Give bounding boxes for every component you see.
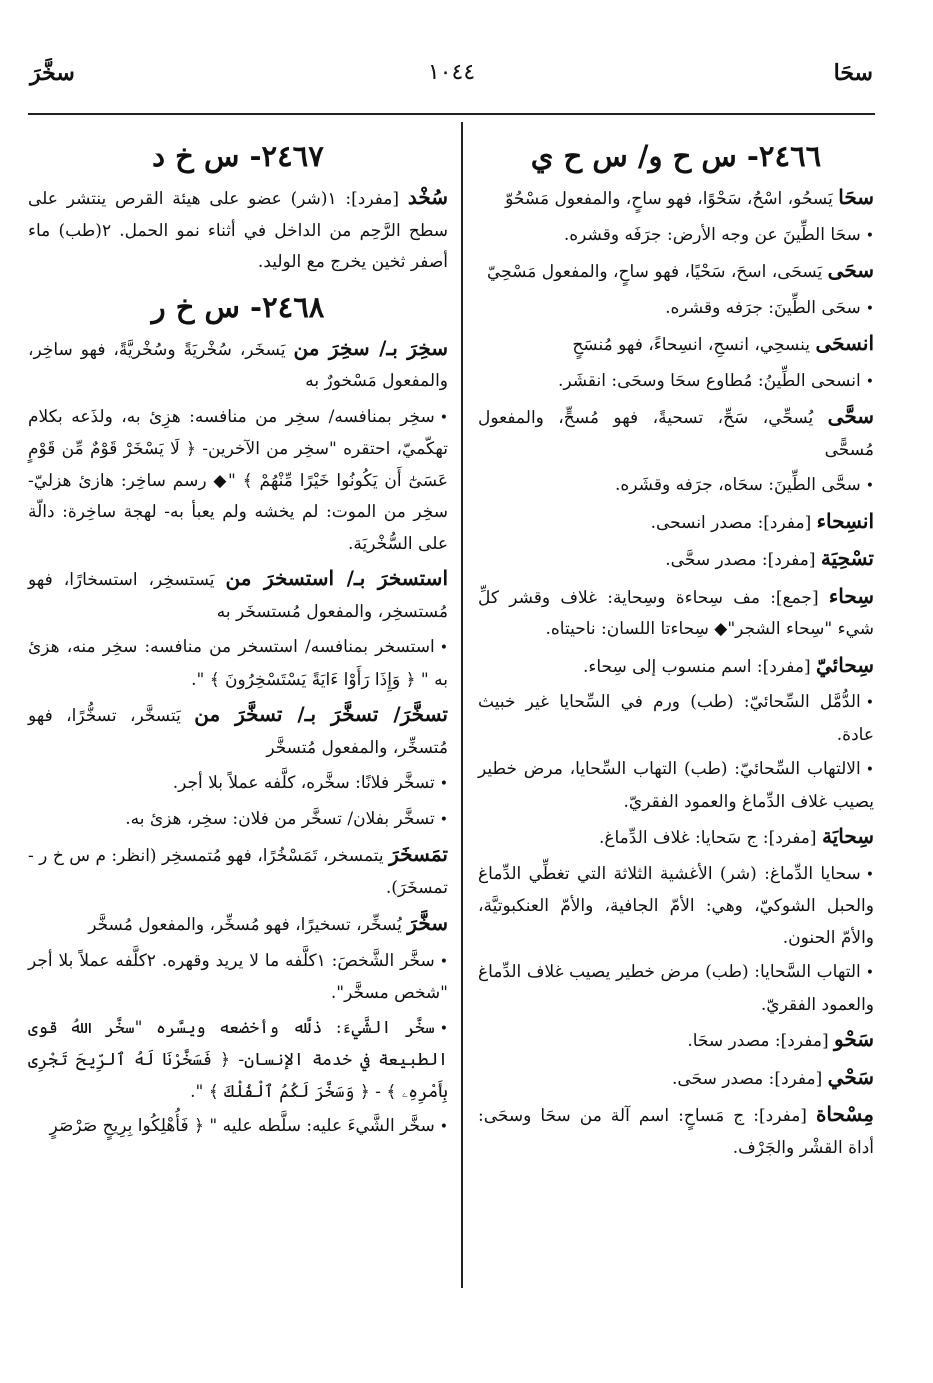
bullet-icon: • [439, 640, 448, 656]
header-rule [28, 113, 875, 115]
dictionary-entry [478, 182, 874, 216]
entry-text: سخَّر الشَّيءَ عليه: سلَّطه عليه " ﴿ فَأُهْلِكُوا بِرِيحٍ صَرْصَرٍ [49, 1116, 435, 1136]
bullet-icon: • [865, 695, 874, 711]
entry-sense [28, 946, 448, 1010]
dictionary-entry [478, 650, 874, 684]
entry-headword: سِحاء [828, 583, 874, 608]
entry-text: [مفرد]: ١(شر) عضو على هيئة القرص ينتشر على سطح الرَّحِم من الداخل في أثناء نمو الحمل. ٢(طب) ماء أصفر ثخين يخرج مع الوليد. [28, 189, 449, 272]
bullet-icon: • [865, 762, 874, 778]
entry-text: يتمسخر، تَمَسْخُرًا، فهو مُتمسخِر (انظر: م س خ ر - تمسخَرَ). [28, 846, 448, 898]
entry-sense [478, 859, 874, 955]
entry-text: [مفرد]: مصدر انسحى. [650, 512, 817, 533]
entry-headword: مِسْحاة [815, 1102, 874, 1126]
entry-text: يَسحُو، اسْحُ، سَحْوًا، فهو ساحٍ، والمفعول مَسْحُوّ [505, 189, 839, 209]
bullet-icon: • [865, 373, 874, 390]
entry-text: [مفرد]: مصدر سحَّى. [665, 550, 821, 570]
entry-text: يَستسخِر، استسخارًا، فهو مُستسخِر، والمفعول مُستسخَر به [28, 570, 448, 622]
dictionary-entry [28, 563, 448, 628]
bullet-icon: • [439, 409, 448, 426]
entry-headword: تمَسخَرَ [389, 842, 448, 866]
entry-text: التهاب السَّحايا: (طب) مرض خطير يصيب غلاف الدِّماغ والعمود الفقريّ. [478, 962, 874, 1015]
bullet-icon: • [439, 953, 448, 970]
entry-text: الالتهاب السِّحائيّ: (طب) التهاب السِّحايا، مرض خطير يصيب غلاف الدِّماغ والعمود الفقريّ. [478, 759, 874, 812]
entry-list [478, 182, 874, 1164]
entry-sense [28, 1013, 448, 1109]
entry-headword: سَحْي [827, 1064, 874, 1089]
entry-text: [مفرد]: اسم منسوب إلى سِحاء. [582, 656, 816, 677]
entry-text: تسخَّر بفلان/ تسخَّر من فلان: سخِر، هزئ به. [125, 808, 435, 829]
dictionary-entry [478, 821, 874, 855]
dictionary-entry [28, 182, 448, 279]
entry-text: استسخر بمنافسه/ استسخر من منافسه: سخِر منه، هزئ به " ﴿ وَإِذَا رَأَوْا ءَايَةً يَسْتَسْخِرُونَ ﴾ ". [28, 637, 448, 690]
entry-sense [478, 754, 874, 818]
bullet-icon: • [865, 965, 874, 981]
entry-sense [478, 470, 874, 503]
bullet-icon: • [439, 776, 448, 792]
entry-sense [28, 402, 448, 561]
bullet-icon: • [865, 866, 874, 883]
header-guide-word-right: سحَا [833, 60, 873, 86]
entry-sense [478, 957, 874, 1021]
entry-text: سحايا الدِّماغ: (شر) الأغشية الثلاثة التي تغطِّي الدِّماغ والحبل الشوكيّ، وهي: الأمّ الجافية، والأمّ العنكبوتيَّة، والأمّ الحنون. [478, 863, 874, 948]
entry-text: يَتسخَّر، تسخُّرًا، فهو مُتسخِّر، والمفعول مُتسخَّر [28, 706, 448, 758]
entry-headword: سَحْو [834, 1027, 874, 1051]
bullet-icon: • [439, 1119, 448, 1135]
bullet-icon: • [865, 478, 874, 494]
entry-text: [مفرد]: ج مَساحٍ: اسم آلة من سحَا وسحَى: أداة القشْر والجَرْف. [478, 1106, 874, 1158]
entry-headword: تسخَّرَ/ تسخَّرَ بـ/ تسخَّرَ من [194, 702, 448, 726]
dictionary-entry [478, 1024, 874, 1058]
entry-headword: سِحائيّ [816, 652, 874, 677]
bullet-icon: • [865, 227, 874, 244]
header-guide-word-left: سخَّرَ [30, 60, 75, 86]
entry-sense [28, 632, 448, 696]
dictionary-entry [478, 1062, 874, 1096]
entry-list [28, 182, 448, 279]
entry-text: يُسخِّر، تسخيرًا، فهو مُسخِّر، والمفعول مُسخَّر [88, 915, 408, 935]
bullet-icon: • [439, 811, 448, 828]
entry-headword: انسِحاء [816, 508, 874, 533]
column-divider [461, 122, 463, 1288]
entry-headword: تسْحِيَة [820, 546, 874, 570]
entry-text: ينسحِي، انسحِ، انسِحاءً، فهو مُنسَحٍ [572, 335, 816, 355]
entry-text: سخَّر الشَّخصَ: ١كلَّفه ما لا يريد وقهره. ٢كلَّفه عملاً بلا أجر "شخص مسخَّر". [28, 950, 448, 1003]
entry-text: يَسخَر، سُخْريَةً وسُخْريَّةً، فهو ساخِر، والمفعول مَسْخورٌ به [28, 339, 448, 391]
entry-text: [جمع]: مف سِحاءة وسِحاية: غلاف وقشر كلِّ شيء "سِحاء الشجر"◆ سِحاءتا اللسان: ناحيتاه. [478, 587, 874, 639]
entry-headword: سحَا [838, 185, 874, 209]
dictionary-entry [28, 333, 448, 398]
page-header [30, 60, 873, 110]
entry-text: سحَا الطِّينَ عن وجه الأرض: جرَفَه وقشره. [563, 224, 861, 245]
dictionary-entry [28, 839, 448, 904]
entry-text: سحَّى الطِّينَ: سحَاه، جرَفه وقشَره. [614, 475, 861, 495]
dictionary-entry [478, 401, 874, 466]
bullet-icon: • [865, 300, 874, 317]
entry-text: [مفرد]: مصدر سحَا. [687, 1031, 834, 1051]
entry-headword: سُخْد [407, 185, 448, 209]
entry-text: [مفرد]: ج سَحايا: غلاف الدِّماغ. [598, 828, 822, 848]
dictionary-entry [478, 1099, 874, 1164]
entry-headword: سحَّى [827, 404, 874, 428]
entry-headword: سخَّرَ [407, 911, 448, 935]
entry-headword: انسحَى [815, 331, 874, 355]
dictionary-entry [478, 328, 874, 362]
entry-sense [28, 804, 448, 837]
right-column [478, 132, 874, 1168]
entry-text: سخِر بمنافسه/ سخِر من منافسه: هزِئ به، ولذَعه بكلام تهكّميّ، احتقره "سخِر من الآخرين- ﴿ لَا يَسْخَرْ قَوْمٌ مِّن قَوْمٍ عَسَىٰٓ أَن يَكُونُوا خَيْرًا مِّنْهُمْ ﴾ "◆ رسم ساخِر: هازئ هزليّ- سخِر من الموت: لم يخشه ولم يعبأ به- لهجة ساخِرة: دالّة على السُّخْريَة. [28, 406, 448, 554]
entry-list [28, 333, 448, 1144]
entry-text: يُسحِّي، سَحِّ، تسحيةً، فهو مُسحٍّ، والمفعول مُسحًّى [478, 408, 874, 460]
entry-text: الدُّمَّل السِّحائيّ: (طب) ورم في السِّحايا غير خبيث عادة. [478, 692, 874, 745]
entry-headword: سِحايَة [821, 824, 874, 848]
entry-sense [28, 1111, 448, 1144]
dictionary-entry [28, 699, 448, 764]
left-column [28, 132, 448, 1147]
dictionary-entry [478, 255, 874, 289]
entry-text: سحَى الطِّينَ: جرَفه وقشره. [665, 297, 861, 318]
section-title: ٢٤٦٧- س خ د [152, 139, 324, 173]
entry-sense [478, 687, 874, 751]
entry-headword: سحَى [827, 258, 874, 282]
section-title: ٢٤٦٨- س خ ر [151, 289, 325, 324]
entry-sense [478, 366, 874, 399]
entry-text: [مفرد]: مصدر سحَى. [672, 1068, 828, 1089]
entry-sense [28, 768, 448, 801]
entry-text: سخَّر الشَّيءَ: ذلَّله وأخضعه ويسَّره "سخَّر اللهُ قوى الطبيعة في خدمة الإنسان- ﴿ فَسَخَّرْنَا لَهُ ٱلرِّيحَ تَجْرِى بِأَمْرِهِۦ ﴾ - ﴿ وَسَخَّرَ لَكُمُ ٱلْفُلْكَ ﴾ ". [28, 1017, 448, 1102]
section-title: ٢٤٦٦- س ح و/ س ح ي [530, 139, 822, 173]
bullet-icon: • [439, 1020, 448, 1037]
entry-text: تسخَّر فلانًا: سخَّره، كلَّفه عملاً بلا أجر. [172, 773, 435, 793]
entry-text: يَسحَى، اسحَ، سَحْيًا، فهو ساحٍ، والمفعول مَسْحِيّ [486, 262, 828, 282]
dictionary-entry [478, 506, 874, 540]
page-number: ١٠٤٤ [427, 60, 476, 85]
dictionary-entry [478, 581, 874, 646]
entry-text: انسحى الطِّينُ: مُطاوع سحَا وسحَى: انقشَر. [557, 370, 861, 391]
dictionary-entry [28, 908, 448, 942]
dictionary-entry [478, 543, 874, 577]
entry-headword: استسخرَ بـ/ استسخرَ من [225, 566, 448, 590]
entry-sense [478, 220, 874, 253]
entry-headword: سخِرَ بـ/ سخِرَ من [293, 335, 448, 360]
entry-sense [478, 293, 874, 326]
